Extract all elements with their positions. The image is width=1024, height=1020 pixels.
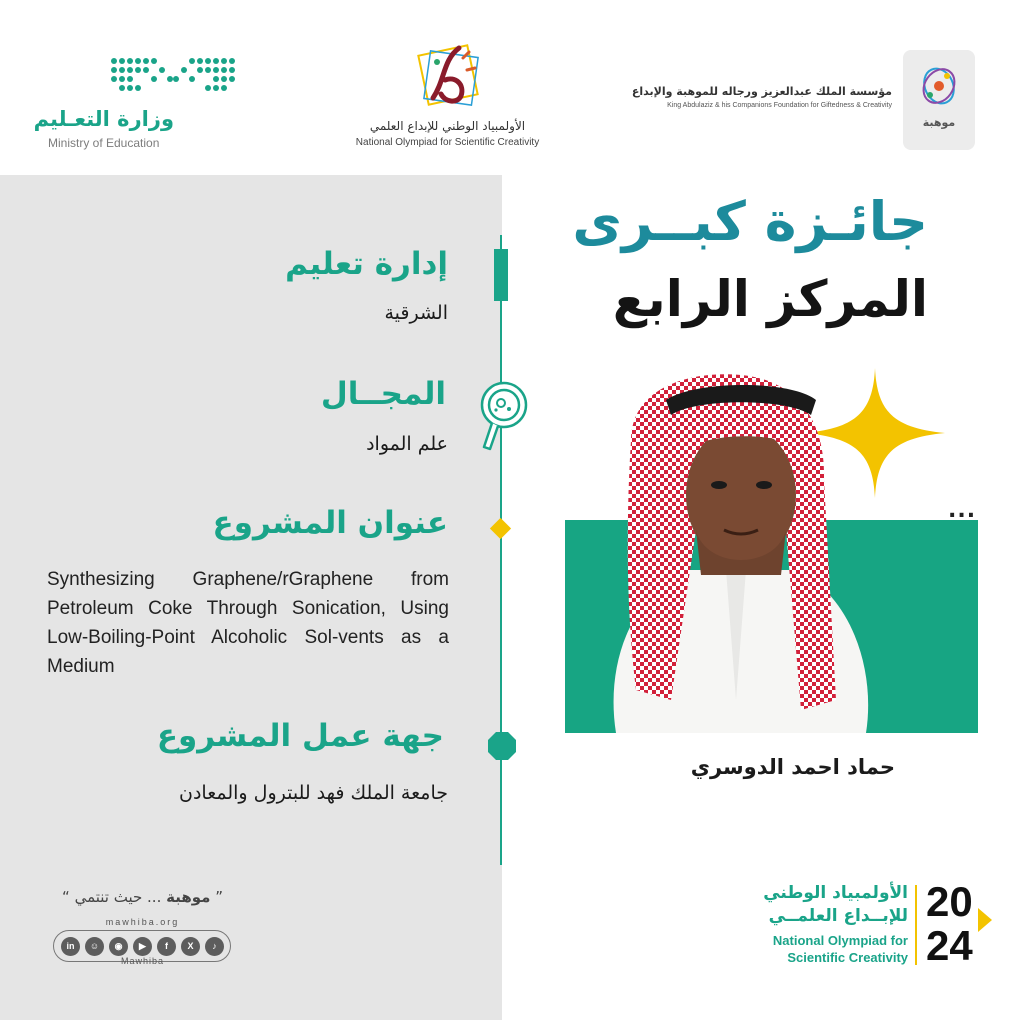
tiktok-icon[interactable]: ♪	[205, 937, 224, 956]
mawhiba-slogan	[55, 888, 230, 906]
mawhiba-badge-label: موهبة	[922, 116, 956, 129]
olympiad-badge-divider	[915, 885, 917, 965]
year-triangle-icon	[978, 908, 992, 932]
slogan-quote-open: “	[62, 888, 70, 906]
olympiad-logo	[355, 40, 540, 155]
olympiad-badge-name-english-line1: National Olympiad for	[772, 933, 908, 948]
olympiad-badge-name-arabic-line2: للإبــداع العلمــي	[768, 906, 908, 926]
olympiad-badge-name-arabic-line1: الأولمبياد الوطني	[763, 883, 908, 903]
social-handle: Mawhiba	[120, 956, 165, 966]
olympiad-calligraphy-emblem	[415, 40, 485, 118]
olympiad-logo-name-arabic: الأولمبياد الوطني للإبداع العلمي	[369, 119, 526, 133]
project-title-heading: عنوان المشروع	[212, 505, 448, 541]
youtube-icon[interactable]: ▶	[133, 937, 152, 956]
ministry-name-english: Ministry of Education	[48, 136, 160, 150]
instagram-icon[interactable]: ◉	[109, 937, 128, 956]
ellipsis-dots: ...	[948, 498, 977, 523]
field-title: المجــال	[320, 376, 446, 412]
project-host-value: جامعة الملك فهد للبترول والمعادن	[179, 782, 448, 804]
microscope-magnifier-icon	[474, 381, 530, 453]
facebook-icon[interactable]: f	[157, 937, 176, 956]
education-dept-title: إدارة تعليم	[285, 246, 448, 282]
website-url[interactable]: mawhiba.org	[105, 917, 180, 927]
award-rank: المركز الرابع	[612, 270, 928, 328]
mawhiba-emblem-icon	[917, 62, 961, 110]
project-title-text: Synthesizing Graphene/rGraphene from Petroleum Coke Through Sonication, Using Low-Boiling-Point Alcoholic Sol-vents as a Medium	[47, 569, 449, 677]
field-value: علم المواد	[366, 433, 448, 455]
header-logos	[0, 0, 1024, 175]
foundation-name-block	[630, 85, 892, 109]
snapchat-icon[interactable]: ☺	[85, 937, 104, 956]
x-icon[interactable]: X	[181, 937, 200, 956]
foundation-name-english: King Abdulaziz & his Companions Foundation for Giftedness & Creativity	[667, 102, 892, 109]
olympiad-logo-name-english: National Olympiad for Scientific Creativity	[355, 137, 540, 148]
mawhiba-logo-badge	[903, 50, 975, 150]
timeline-marker-octagon	[487, 731, 517, 761]
ministry-dots-emblem	[108, 55, 238, 95]
foundation-name-arabic: مؤسسة الملك عبدالعزيز ورجاله للموهبة والإبداع	[631, 85, 892, 98]
award-title: جائـزة كبــرى	[572, 190, 928, 253]
ministry-of-education-logo	[33, 55, 234, 155]
slogan-text: ... حيث تنتمي	[74, 888, 162, 906]
slogan-brand: موهبة	[166, 888, 211, 906]
timeline-line	[500, 235, 502, 865]
slogan-quote-close: ”	[215, 888, 223, 906]
olympiad-year-bottom: 24	[926, 922, 973, 969]
student-name: حماد احمد الدوسري	[690, 755, 895, 779]
ministry-name-arabic: وزارة التعـليم	[33, 107, 174, 131]
student-portrait	[596, 370, 881, 733]
timeline-marker-bar	[494, 249, 508, 301]
education-dept-value: الشرقية	[384, 302, 448, 324]
olympiad-year-top: 20	[926, 878, 973, 925]
olympiad-badge-name-english-line2: Scientific Creativity	[787, 950, 908, 965]
linkedin-icon[interactable]: in	[61, 937, 80, 956]
project-host-title: جهة عمل المشروع	[156, 718, 444, 754]
